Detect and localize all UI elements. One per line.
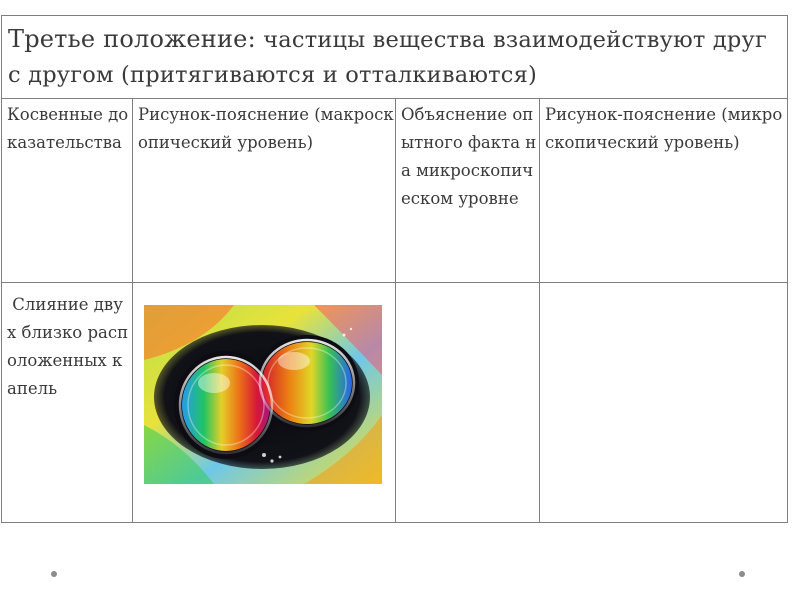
title-lead: Третье положение: [8, 25, 256, 53]
title-rest: частицы вещества взаимодействуют друг с другом (притягиваются и отталкиваются) [8, 27, 767, 88]
table-row [2, 283, 788, 523]
title-row [2, 16, 788, 99]
header-row [2, 99, 788, 283]
macro-picture-cell [133, 283, 396, 523]
header-micro-picture: Рисунок-пояснение (микроскопический уровень) [545, 105, 783, 152]
merging-droplets-photo [144, 305, 382, 484]
slide-title [2, 16, 788, 99]
header-cell-evidence [2, 99, 133, 283]
left-bullet [51, 571, 57, 577]
comparison-table [1, 15, 788, 523]
header-cell-macro-picture [133, 99, 396, 283]
header-macro-picture: Рисунок-пояснение (макроскопический уровень) [138, 105, 394, 152]
header-explanation: Объяснение опытного факта на микроскопическом уровне [401, 105, 537, 208]
evidence-cell [2, 283, 133, 523]
photo-wrap [133, 283, 395, 484]
header-cell-explanation [396, 99, 540, 283]
header-cell-micro-picture [540, 99, 788, 283]
explanation-cell [396, 283, 540, 523]
explanation-text [396, 283, 539, 285]
micro-picture-text [540, 283, 787, 285]
right-bullet [739, 571, 745, 577]
micro-picture-cell [540, 283, 788, 523]
evidence-text: Слияние двух близко расположенных капель [7, 295, 129, 398]
header-evidence: Косвенные доказательства [7, 105, 129, 152]
